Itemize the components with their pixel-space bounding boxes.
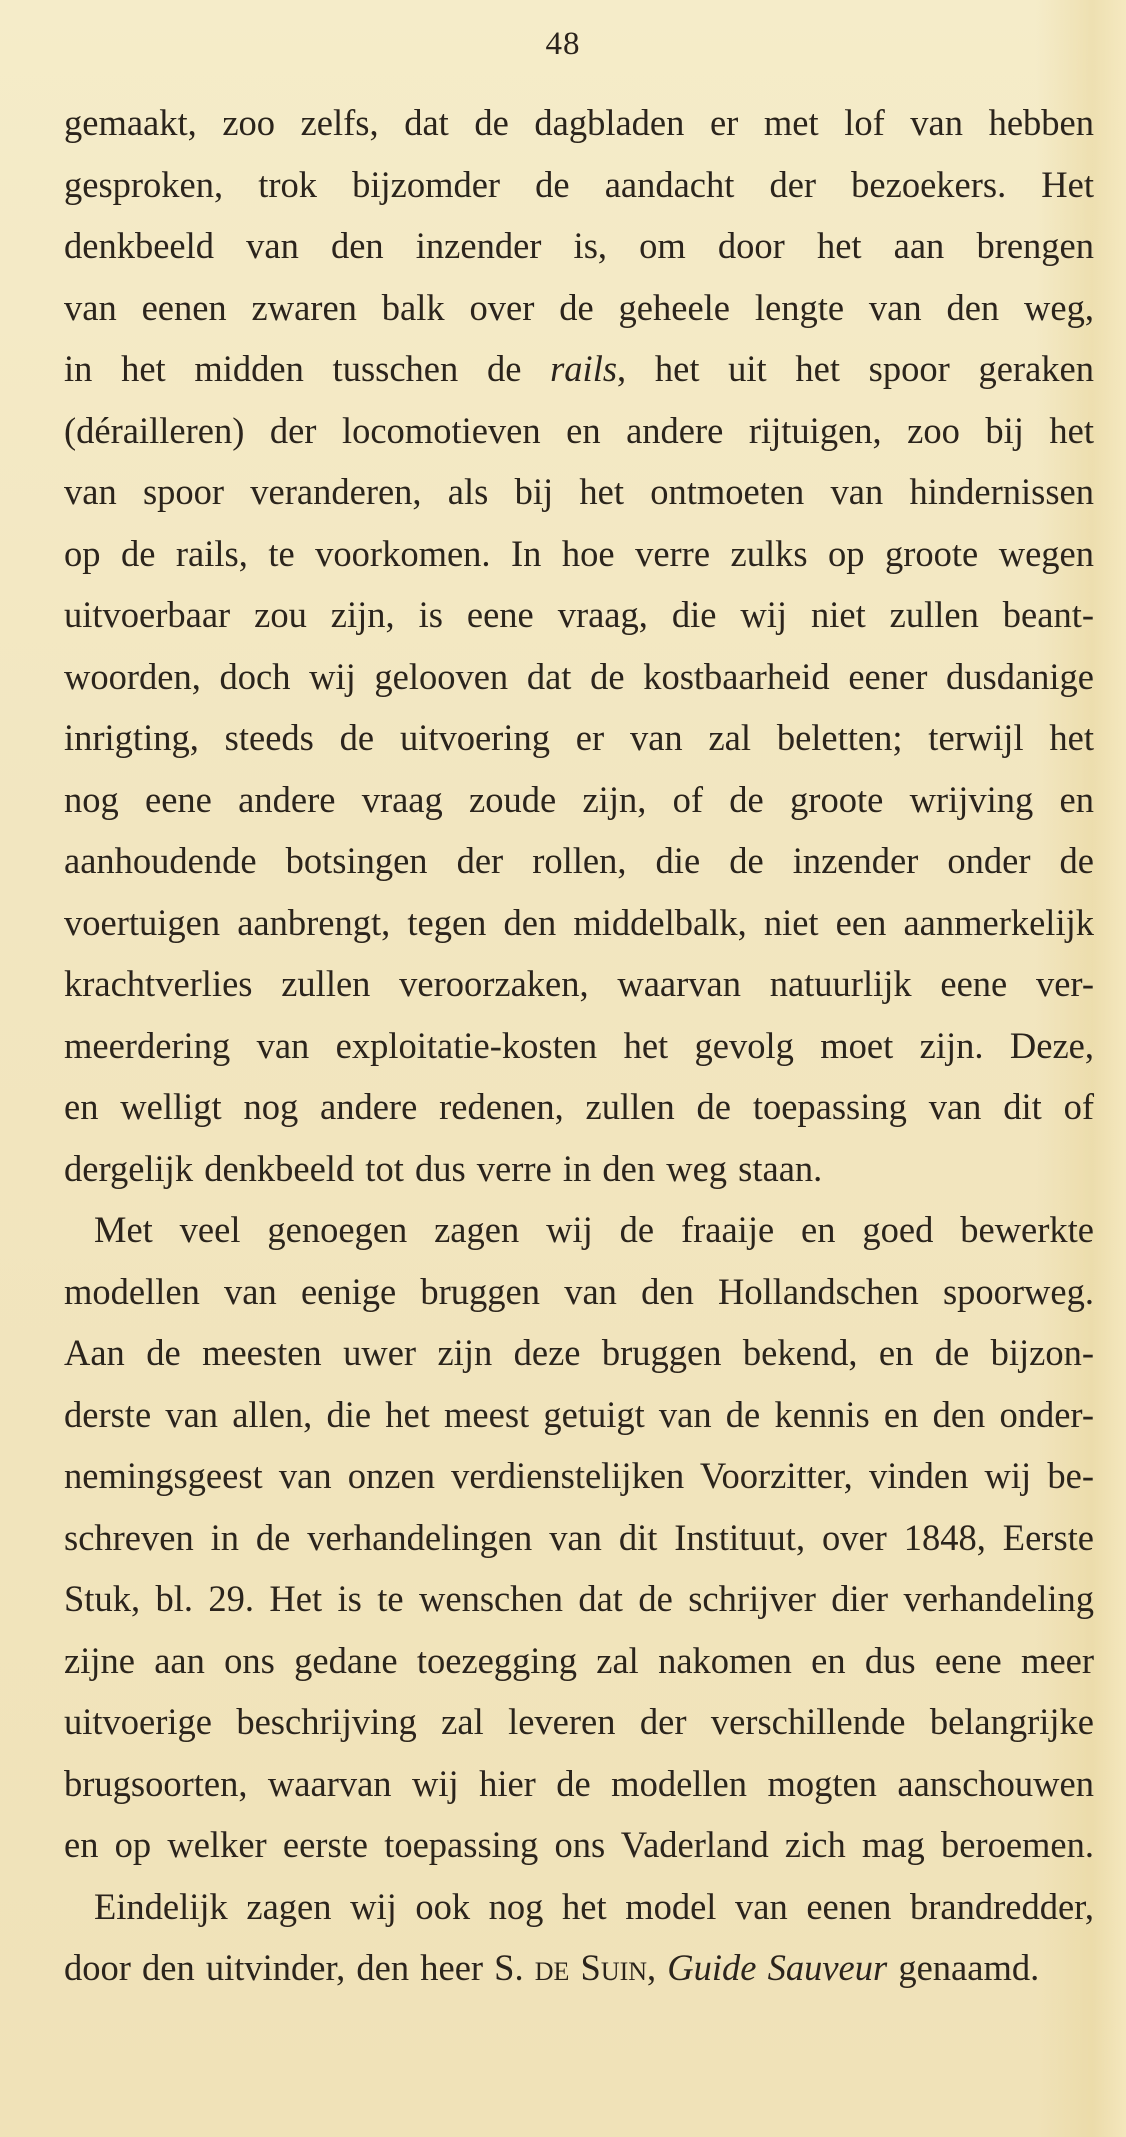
- text-line: van spoor veranderen, als bij het ontmoeten van hindernissen: [64, 471, 1094, 512]
- text-line: (dérailleren) der locomotieven en andere rijtuigen, zoo bij het: [64, 409, 1094, 451]
- text-line-final: [64, 1937, 1094, 1999]
- text-line: uitvoerige beschrijving zal leveren der verschillende belangrijke: [64, 1701, 1094, 1742]
- device-name: Guide Sauveur: [667, 1947, 888, 1988]
- text-line-with-italic: [64, 338, 1094, 400]
- text-line: derste van allen, die het meest getuigt van de kennis en den onder-: [64, 1393, 1094, 1435]
- text-line: brugsoorten, waarvan wij hier de modellen mogten aanschouwen: [64, 1762, 1094, 1804]
- text-line: woorden, doch wij gelooven dat de kostbaarheid eener dusdanige: [64, 655, 1094, 697]
- text-line: en welligt nog andere redenen, zullen de toepassing van dit of: [64, 1086, 1094, 1127]
- text-line: schreven in de verhandelingen van dit Instituut, over 1848, Eerste: [64, 1516, 1094, 1558]
- text-fragment: , het uit het spoor geraken: [617, 348, 1094, 389]
- text-line: Stuk, bl. 29. Het is te wenschen dat de schrijver dier verhandeling: [64, 1578, 1094, 1619]
- body-text: [64, 92, 1094, 1999]
- text-line: Met veel genoegen zagen wij de fraaije en goed bewerkte: [94, 1209, 1094, 1250]
- text-line: krachtverlies zullen veroorzaken, waarvan natuurlijk eene ver-: [64, 963, 1094, 1004]
- text-line: en op welker eerste toepassing ons Vaderland zich mag beroemen.: [64, 1824, 1094, 1865]
- text-line: inrigting, steeds de uitvoering er van zal beletten; terwijl het: [64, 717, 1094, 758]
- text-line: gesproken, trok bijzomder de aandacht der bezoekers. Het: [64, 163, 1094, 205]
- text-line: nog eene andere vraag zoude zijn, of de groote wrijving en: [64, 778, 1094, 820]
- paragraph-2: [64, 1199, 1094, 1876]
- text-line: gemaakt, zoo zelfs, dat de dagbladen er met lof van hebben: [64, 102, 1094, 143]
- text-line: modellen van eenige bruggen van den Hollandschen spoorweg.: [64, 1270, 1094, 1312]
- text-line: Eindelijk zagen wij ook nog het model van eenen brandredder,: [94, 1885, 1094, 1927]
- text-line: uitvoerbaar zou zijn, is eene vraag, die wij niet zullen beant-: [64, 594, 1094, 635]
- text-line: Aan de meesten uwer zijn deze bruggen bekend, en de bijzon-: [64, 1332, 1094, 1373]
- inventor-name: de Suin: [534, 1947, 648, 1988]
- paragraph-1: [64, 92, 1094, 1199]
- text-line: zijne aan ons gedane toezegging zal nakomen en dus eene meer: [64, 1639, 1094, 1681]
- final-line-comma: ,: [647, 1947, 668, 1988]
- text-line: van eenen zwaren balk over de geheele lengte van den weg,: [64, 286, 1094, 328]
- text-line: denkbeeld van den inzender is, om door het aan brengen: [64, 225, 1094, 266]
- italic-word-rails: rails: [550, 348, 618, 389]
- text-line: aanhoudende botsingen der rollen, die de inzender onder de: [64, 840, 1094, 881]
- text-line: op de rails, te voorkomen. In hoe verre zulks op groote wegen: [64, 532, 1094, 574]
- text-line: voertuigen aanbrengt, tegen den middelbalk, niet een aanmerkelijk: [64, 901, 1094, 943]
- final-line-tail: genaamd.: [887, 1947, 1040, 1988]
- text-line: nemingsgeest van onzen verdienstelijken Voorzitter, vinden wij be-: [64, 1455, 1094, 1496]
- page-number: 48: [545, 26, 581, 62]
- text-line: meerdering van exploitatie-kosten het gevolg moet zijn. Deze,: [64, 1024, 1094, 1066]
- text-line: dergelijk denkbeeld tot dus verre in den weg staan.: [64, 1147, 823, 1189]
- text-fragment: in het midden tusschen de: [64, 348, 551, 389]
- paragraph-3: [64, 1876, 1094, 1999]
- final-line-lead: door den uitvinder, den heer S.: [64, 1947, 535, 1988]
